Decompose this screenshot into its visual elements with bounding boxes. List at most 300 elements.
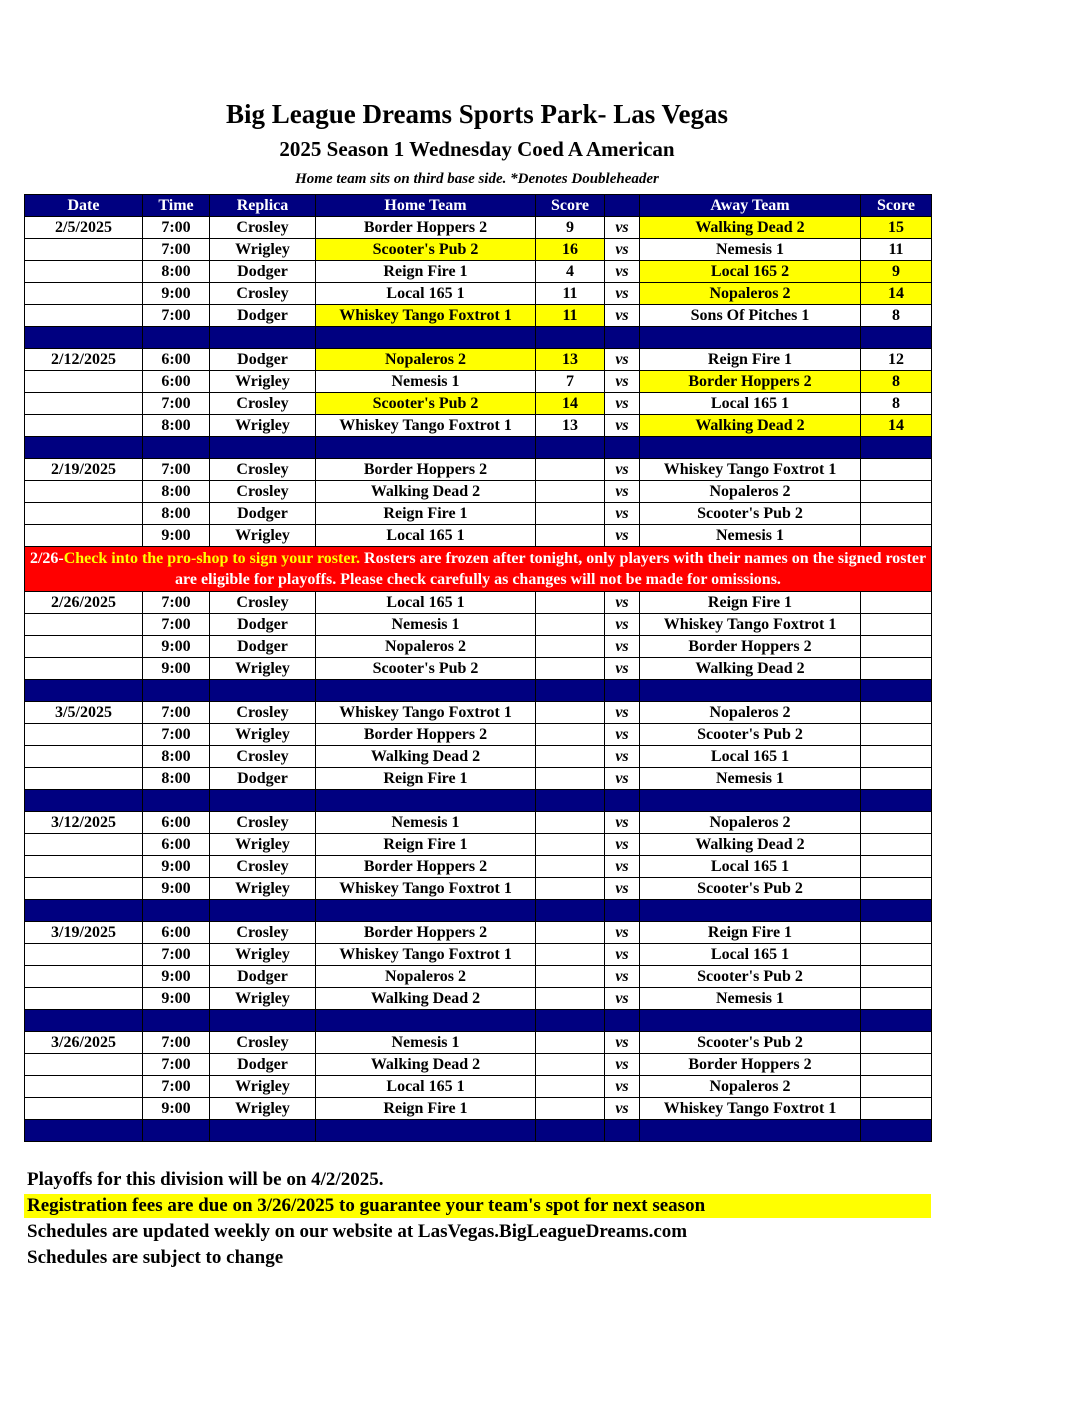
vs-label: vs: [605, 217, 640, 239]
game-date: [25, 988, 143, 1010]
week-separator: [25, 437, 932, 459]
separator-cell: [640, 1120, 861, 1142]
away-team: Border Hoppers 2: [640, 1054, 861, 1076]
separator-cell: [25, 680, 143, 702]
home-team: Nemesis 1: [316, 812, 536, 834]
vs-label: vs: [605, 393, 640, 415]
separator-cell: [605, 437, 640, 459]
game-row: [25, 834, 932, 856]
game-row: [25, 1076, 932, 1098]
game-time: 8:00: [143, 746, 210, 768]
game-field: Dodger: [210, 261, 316, 283]
game-time: 7:00: [143, 592, 210, 614]
home-team: Border Hoppers 2: [316, 922, 536, 944]
registration-note: Registration fees are due on 3/26/2025 to guarantee your team's spot for next season: [24, 1194, 931, 1218]
away-score: [861, 1054, 932, 1076]
vs-label: vs: [605, 1098, 640, 1120]
col-home-score-header: Score: [536, 195, 605, 217]
home-score: [536, 988, 605, 1010]
vs-label: vs: [605, 724, 640, 746]
vs-label: vs: [605, 503, 640, 525]
col-time-header: Time: [143, 195, 210, 217]
home-team: Nemesis 1: [316, 371, 536, 393]
home-team: Reign Fire 1: [316, 1098, 536, 1120]
separator-cell: [316, 680, 536, 702]
away-score: [861, 459, 932, 481]
game-time: 7:00: [143, 393, 210, 415]
game-row: [25, 702, 932, 724]
game-date: [25, 944, 143, 966]
game-row: [25, 481, 932, 503]
game-field: Wrigley: [210, 944, 316, 966]
away-team: Scooter's Pub 2: [640, 1032, 861, 1054]
game-time: 6:00: [143, 834, 210, 856]
away-score: [861, 944, 932, 966]
away-team: Local 165 1: [640, 746, 861, 768]
schedule-table: [24, 194, 932, 1142]
separator-cell: [536, 1010, 605, 1032]
separator-cell: [536, 1120, 605, 1142]
game-field: Wrigley: [210, 834, 316, 856]
notice-text: Rosters are frozen after tonight, only players with their names on the signed roster are eligible for playoffs. Please check carefully as changes will not be made for omissions.: [175, 550, 927, 588]
away-team: Nopaleros 2: [640, 812, 861, 834]
game-time: 7:00: [143, 1032, 210, 1054]
away-team: Reign Fire 1: [640, 349, 861, 371]
home-team: Nemesis 1: [316, 1032, 536, 1054]
game-date: [25, 481, 143, 503]
home-score: [536, 768, 605, 790]
notice-date: 2/26-: [29, 550, 64, 567]
game-row: [25, 768, 932, 790]
separator-cell: [640, 437, 861, 459]
away-score: [861, 1098, 932, 1120]
away-team: Whiskey Tango Foxtrot 1: [640, 459, 861, 481]
home-team: Nemesis 1: [316, 614, 536, 636]
roster-notice: [25, 547, 932, 592]
col-away-team-header: Away Team: [640, 195, 861, 217]
away-team: Nemesis 1: [640, 525, 861, 547]
home-score: [536, 1098, 605, 1120]
game-time: 8:00: [143, 261, 210, 283]
home-score: [536, 1076, 605, 1098]
home-score: [536, 834, 605, 856]
home-score: [536, 1054, 605, 1076]
home-score: [536, 614, 605, 636]
game-field: Wrigley: [210, 724, 316, 746]
game-date: [25, 371, 143, 393]
game-date: 2/5/2025: [25, 217, 143, 239]
separator-cell: [640, 327, 861, 349]
away-score: [861, 724, 932, 746]
away-team: Nemesis 1: [640, 768, 861, 790]
game-field: Crosley: [210, 922, 316, 944]
separator-cell: [143, 900, 210, 922]
game-field: Crosley: [210, 481, 316, 503]
home-team: Local 165 1: [316, 525, 536, 547]
game-field: Crosley: [210, 1032, 316, 1054]
game-time: 9:00: [143, 878, 210, 900]
home-score: [536, 724, 605, 746]
game-field: Crosley: [210, 702, 316, 724]
game-row: [25, 944, 932, 966]
game-date: 3/26/2025: [25, 1032, 143, 1054]
game-field: Crosley: [210, 746, 316, 768]
separator-cell: [316, 437, 536, 459]
game-row: [25, 239, 932, 261]
separator-cell: [861, 790, 932, 812]
game-field: Wrigley: [210, 988, 316, 1010]
game-date: [25, 525, 143, 547]
game-date: [25, 768, 143, 790]
week-separator: [25, 900, 932, 922]
game-row: [25, 966, 932, 988]
game-date: [25, 658, 143, 680]
home-score: [536, 525, 605, 547]
game-time: 9:00: [143, 966, 210, 988]
page-title: Big League Dreams Sports Park- Las Vegas: [225, 99, 729, 129]
game-date: [25, 834, 143, 856]
away-score: 8: [861, 393, 932, 415]
game-date: 3/5/2025: [25, 702, 143, 724]
home-score: 13: [536, 415, 605, 437]
game-date: 3/19/2025: [25, 922, 143, 944]
home-team: Reign Fire 1: [316, 261, 536, 283]
home-score: 9: [536, 217, 605, 239]
separator-cell: [25, 437, 143, 459]
vs-label: vs: [605, 922, 640, 944]
home-team: Border Hoppers 2: [316, 724, 536, 746]
game-row: [25, 746, 932, 768]
game-time: 7:00: [143, 1076, 210, 1098]
week-separator: [25, 680, 932, 702]
away-score: 12: [861, 349, 932, 371]
game-date: [25, 724, 143, 746]
vs-label: vs: [605, 283, 640, 305]
separator-cell: [210, 900, 316, 922]
separator-cell: [143, 327, 210, 349]
game-date: [25, 393, 143, 415]
game-row: [25, 812, 932, 834]
home-score: [536, 636, 605, 658]
away-score: [861, 525, 932, 547]
game-field: Crosley: [210, 812, 316, 834]
home-score: [536, 746, 605, 768]
game-row: [25, 1098, 932, 1120]
away-score: 15: [861, 217, 932, 239]
vs-label: vs: [605, 349, 640, 371]
separator-cell: [536, 900, 605, 922]
game-time: 7:00: [143, 239, 210, 261]
game-field: Crosley: [210, 856, 316, 878]
separator-cell: [25, 1010, 143, 1032]
vs-label: vs: [605, 261, 640, 283]
separator-cell: [861, 900, 932, 922]
game-field: Wrigley: [210, 415, 316, 437]
vs-label: vs: [605, 944, 640, 966]
vs-label: vs: [605, 1076, 640, 1098]
home-score: [536, 944, 605, 966]
home-team: Whiskey Tango Foxtrot 1: [316, 305, 536, 327]
away-team: Local 165 1: [640, 944, 861, 966]
subject-note: Schedules are subject to change: [27, 1247, 284, 1268]
away-score: 11: [861, 239, 932, 261]
away-team: Nemesis 1: [640, 239, 861, 261]
home-score: [536, 878, 605, 900]
home-team: Whiskey Tango Foxtrot 1: [316, 702, 536, 724]
game-field: Wrigley: [210, 525, 316, 547]
home-team: Reign Fire 1: [316, 834, 536, 856]
game-date: [25, 636, 143, 658]
game-time: 7:00: [143, 459, 210, 481]
game-field: Dodger: [210, 614, 316, 636]
game-row: [25, 371, 932, 393]
home-score: [536, 856, 605, 878]
home-score: 16: [536, 239, 605, 261]
separator-cell: [25, 790, 143, 812]
away-score: [861, 988, 932, 1010]
separator-cell: [316, 790, 536, 812]
away-team: Local 165 2: [640, 261, 861, 283]
game-field: Crosley: [210, 283, 316, 305]
game-date: 2/12/2025: [25, 349, 143, 371]
vs-label: vs: [605, 768, 640, 790]
vs-label: vs: [605, 658, 640, 680]
home-score: [536, 481, 605, 503]
away-team: Whiskey Tango Foxtrot 1: [640, 614, 861, 636]
vs-label: vs: [605, 834, 640, 856]
separator-cell: [605, 680, 640, 702]
game-time: 7:00: [143, 944, 210, 966]
separator-cell: [316, 1010, 536, 1032]
game-field: Dodger: [210, 636, 316, 658]
game-time: 8:00: [143, 481, 210, 503]
game-field: Wrigley: [210, 371, 316, 393]
game-time: 9:00: [143, 988, 210, 1010]
away-score: [861, 1032, 932, 1054]
game-row: [25, 636, 932, 658]
game-row: [25, 217, 932, 239]
separator-cell: [605, 327, 640, 349]
away-team: Scooter's Pub 2: [640, 724, 861, 746]
home-team: Nopaleros 2: [316, 636, 536, 658]
away-score: 8: [861, 371, 932, 393]
home-team: Local 165 1: [316, 283, 536, 305]
vs-label: vs: [605, 702, 640, 724]
vs-label: vs: [605, 746, 640, 768]
vs-label: vs: [605, 481, 640, 503]
away-score: [861, 768, 932, 790]
away-team: Walking Dead 2: [640, 217, 861, 239]
separator-cell: [640, 1010, 861, 1032]
away-score: [861, 812, 932, 834]
game-field: Dodger: [210, 305, 316, 327]
separator-cell: [861, 437, 932, 459]
away-score: 14: [861, 283, 932, 305]
col-date-header: Date: [25, 195, 143, 217]
home-score: [536, 503, 605, 525]
game-row: [25, 261, 932, 283]
home-team: Walking Dead 2: [316, 481, 536, 503]
separator-cell: [861, 680, 932, 702]
separator-cell: [640, 900, 861, 922]
game-time: 9:00: [143, 1098, 210, 1120]
away-score: [861, 481, 932, 503]
game-row: [25, 283, 932, 305]
game-field: Dodger: [210, 1054, 316, 1076]
separator-cell: [210, 437, 316, 459]
home-score: [536, 658, 605, 680]
home-score: 7: [536, 371, 605, 393]
game-date: [25, 746, 143, 768]
game-row: [25, 1032, 932, 1054]
game-field: Dodger: [210, 768, 316, 790]
vs-label: vs: [605, 371, 640, 393]
home-score: 14: [536, 393, 605, 415]
home-score: 11: [536, 305, 605, 327]
home-team: Reign Fire 1: [316, 503, 536, 525]
home-team: Walking Dead 2: [316, 1054, 536, 1076]
game-field: Wrigley: [210, 658, 316, 680]
away-score: [861, 658, 932, 680]
game-field: Wrigley: [210, 239, 316, 261]
separator-cell: [143, 680, 210, 702]
game-field: Crosley: [210, 459, 316, 481]
game-date: [25, 966, 143, 988]
week-separator: [25, 1120, 932, 1142]
away-team: Scooter's Pub 2: [640, 503, 861, 525]
separator-cell: [536, 790, 605, 812]
home-score: 11: [536, 283, 605, 305]
separator-cell: [316, 327, 536, 349]
home-score: [536, 812, 605, 834]
game-field: Dodger: [210, 349, 316, 371]
separator-cell: [210, 790, 316, 812]
col-away-score-header: Score: [861, 195, 932, 217]
away-score: [861, 592, 932, 614]
game-row: [25, 658, 932, 680]
home-score: 4: [536, 261, 605, 283]
separator-cell: [605, 1010, 640, 1032]
game-date: [25, 878, 143, 900]
game-row: [25, 459, 932, 481]
game-time: 6:00: [143, 371, 210, 393]
header-row: [25, 195, 932, 217]
game-field: Crosley: [210, 217, 316, 239]
away-score: [861, 922, 932, 944]
game-row: [25, 724, 932, 746]
separator-cell: [210, 327, 316, 349]
away-team: Nopaleros 2: [640, 1076, 861, 1098]
separator-cell: [25, 1120, 143, 1142]
game-time: 9:00: [143, 636, 210, 658]
away-team: Scooter's Pub 2: [640, 966, 861, 988]
game-time: 8:00: [143, 503, 210, 525]
col-vs-header: [605, 195, 640, 217]
home-score: [536, 966, 605, 988]
away-score: [861, 702, 932, 724]
page-note: Home team sits on third base side. *Denotes Doubleheader: [295, 171, 659, 187]
separator-cell: [640, 790, 861, 812]
vs-label: vs: [605, 614, 640, 636]
home-team: Scooter's Pub 2: [316, 658, 536, 680]
game-date: [25, 261, 143, 283]
away-team: Reign Fire 1: [640, 922, 861, 944]
game-time: 9:00: [143, 856, 210, 878]
game-date: [25, 614, 143, 636]
home-team: Scooter's Pub 2: [316, 393, 536, 415]
separator-cell: [605, 900, 640, 922]
separator-cell: [536, 680, 605, 702]
game-date: [25, 1098, 143, 1120]
home-team: Whiskey Tango Foxtrot 1: [316, 878, 536, 900]
away-team: Border Hoppers 2: [640, 636, 861, 658]
home-score: 13: [536, 349, 605, 371]
schedule-body: [25, 195, 932, 1142]
separator-cell: [143, 437, 210, 459]
separator-cell: [210, 1010, 316, 1032]
game-date: [25, 415, 143, 437]
away-team: Walking Dead 2: [640, 658, 861, 680]
playoffs-note: Playoffs for this division will be on 4/2/2025.: [27, 1169, 384, 1190]
home-team: Walking Dead 2: [316, 988, 536, 1010]
game-time: 6:00: [143, 922, 210, 944]
notice-highlight: Check into the pro-shop to sign your roster.: [63, 550, 361, 567]
away-team: Local 165 1: [640, 393, 861, 415]
game-time: 7:00: [143, 305, 210, 327]
game-time: 8:00: [143, 768, 210, 790]
away-team: Reign Fire 1: [640, 592, 861, 614]
away-team: Nopaleros 2: [640, 702, 861, 724]
col-home-team-header: Home Team: [316, 195, 536, 217]
vs-label: vs: [605, 812, 640, 834]
col-replica-header: Replica: [210, 195, 316, 217]
home-team: Local 165 1: [316, 1076, 536, 1098]
game-field: Crosley: [210, 592, 316, 614]
away-team: Nopaleros 2: [640, 481, 861, 503]
home-team: Walking Dead 2: [316, 746, 536, 768]
game-date: 2/19/2025: [25, 459, 143, 481]
vs-label: vs: [605, 525, 640, 547]
week-separator: [25, 790, 932, 812]
game-time: 9:00: [143, 283, 210, 305]
home-team: Whiskey Tango Foxtrot 1: [316, 944, 536, 966]
vs-label: vs: [605, 878, 640, 900]
away-score: [861, 856, 932, 878]
game-field: Wrigley: [210, 1076, 316, 1098]
away-score: 8: [861, 305, 932, 327]
home-team: Local 165 1: [316, 592, 536, 614]
game-date: 3/12/2025: [25, 812, 143, 834]
vs-label: vs: [605, 1054, 640, 1076]
game-time: 7:00: [143, 724, 210, 746]
game-row: [25, 503, 932, 525]
game-date: [25, 503, 143, 525]
home-team: Reign Fire 1: [316, 768, 536, 790]
game-time: 7:00: [143, 1054, 210, 1076]
away-team: Border Hoppers 2: [640, 371, 861, 393]
home-team: Border Hoppers 2: [316, 856, 536, 878]
separator-cell: [316, 900, 536, 922]
game-row: [25, 614, 932, 636]
home-team: Border Hoppers 2: [316, 217, 536, 239]
away-score: [861, 834, 932, 856]
game-date: [25, 305, 143, 327]
game-time: 7:00: [143, 217, 210, 239]
game-row: [25, 415, 932, 437]
separator-cell: [605, 790, 640, 812]
week-separator: [25, 1010, 932, 1032]
separator-cell: [861, 1010, 932, 1032]
